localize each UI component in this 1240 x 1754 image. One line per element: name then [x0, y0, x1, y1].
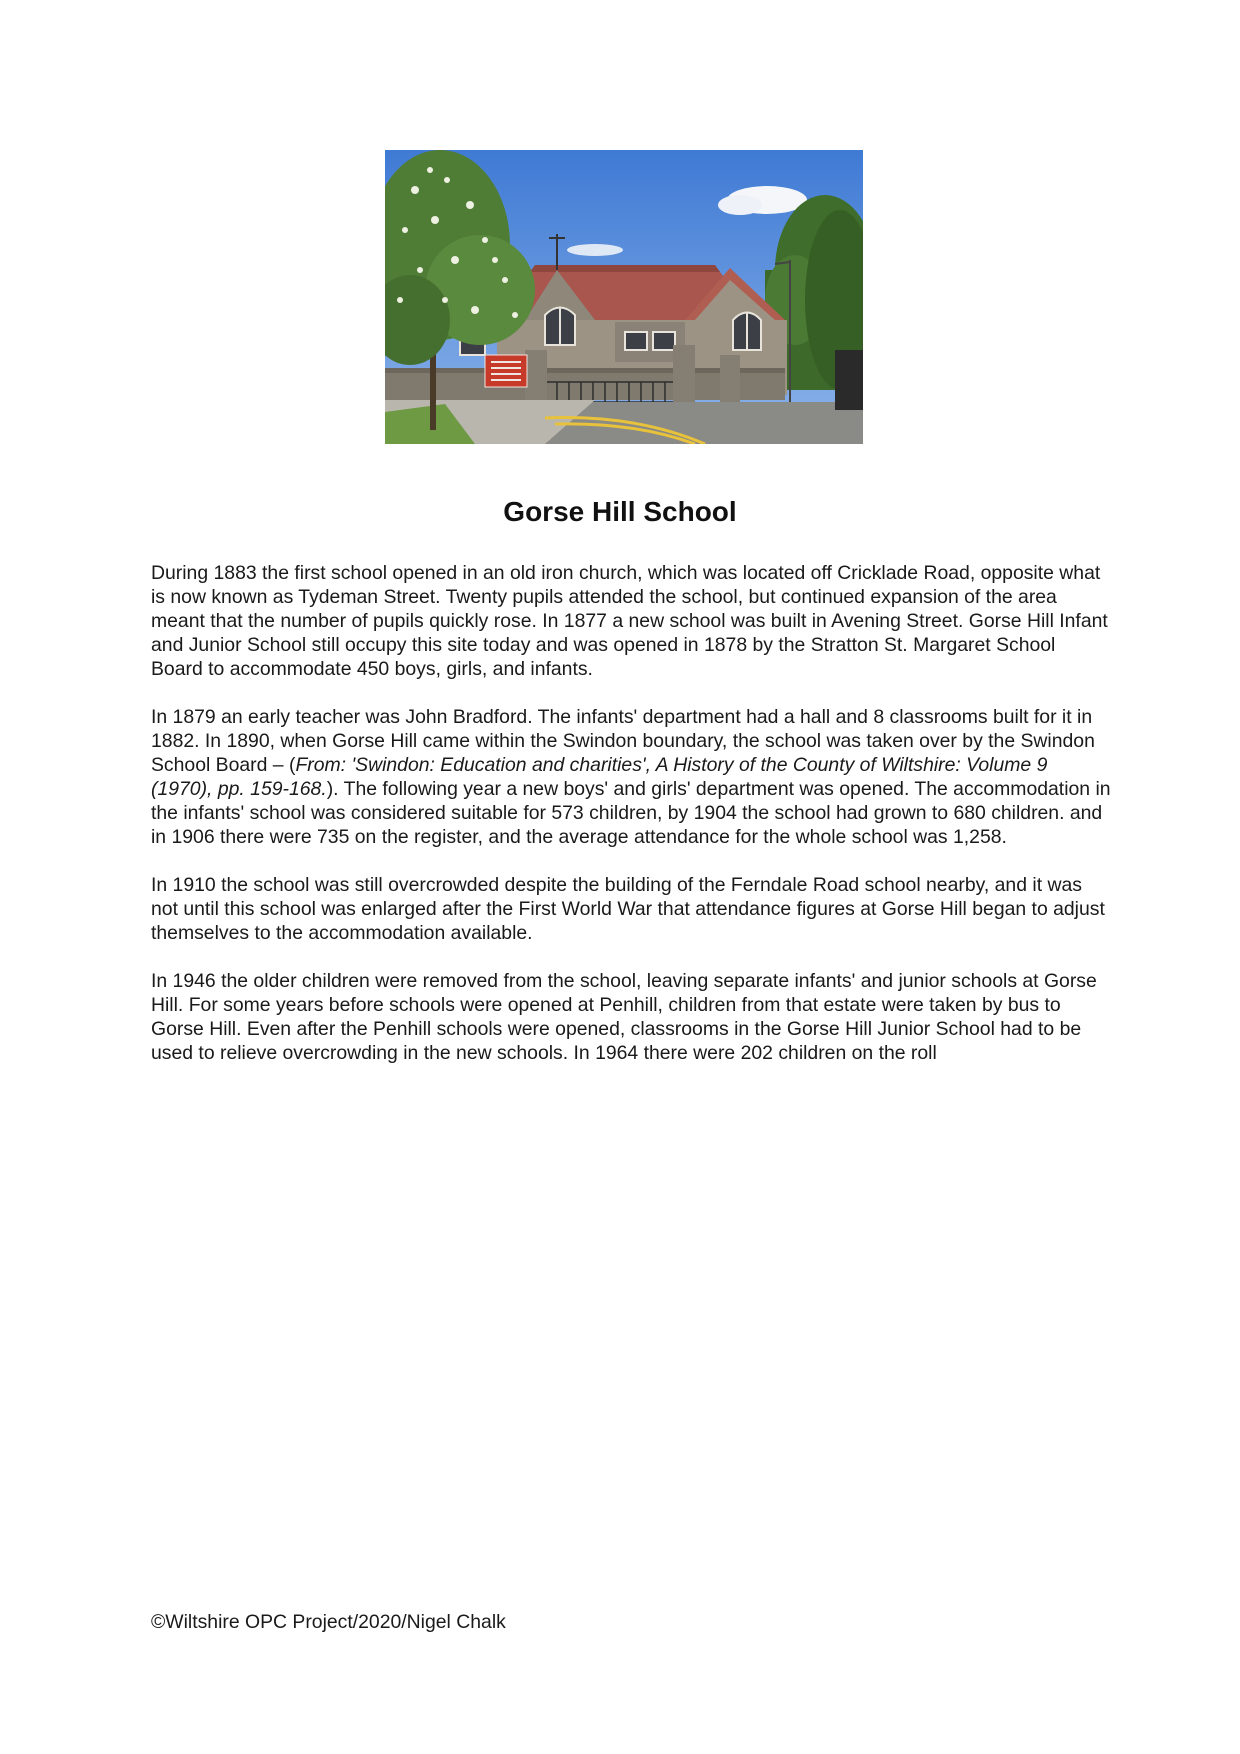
school-photo-illustration	[385, 150, 863, 444]
gate-pier	[673, 345, 695, 402]
article-body	[151, 561, 1111, 1089]
paragraph	[151, 705, 1111, 849]
paragraph	[151, 561, 1111, 681]
paragraph	[151, 969, 1111, 1065]
window	[625, 332, 647, 350]
paragraph-text: During 1883 the first school opened in an old iron church, which was located off Cricklade Road, opposite what is now known as Tydeman Street. Twenty pupils attended the school, but continued expansion of the area meant that the number of pupils quickly rose. In 1877 a new school was built in Avening Street. Gorse Hill Infant and Junior School still occupy this site today and was opened in 1878 by the Stratton St. Margaret School Board to accommodate 450 boys, girls, and infants.	[151, 562, 1108, 680]
school-sign	[485, 355, 527, 387]
cloud	[718, 195, 762, 215]
gate-pier	[720, 355, 740, 402]
paragraph-text: In 1910 the school was still overcrowded despite the building of the Ferndale Road school nearby, and it was not until this school was enlarged after the First World War that attendance figures at Gorse Hill began to adjust themselves to the accommodation available.	[151, 874, 1105, 944]
page-title: Gorse Hill School	[503, 496, 737, 527]
citation-text: From: 'Swindon: Education and charities', A History of the County of Wiltshire: Volume 9 (1970), pp. 159-168.	[151, 754, 1048, 800]
dark-hedge	[835, 350, 863, 410]
cloud	[567, 244, 623, 256]
copyright-footer: ©Wiltshire OPC Project/2020/Nigel Chalk	[151, 1611, 506, 1633]
window	[653, 332, 675, 350]
paragraph	[151, 873, 1111, 945]
gate-pier	[525, 350, 547, 402]
school-photo	[385, 150, 863, 444]
paragraph-text: In 1879 an early teacher was John Bradford. The infants' department had a hall and 8 classrooms built for it in 1882. In 1890, when Gorse Hill came within the Swindon boundary, the school was taken over by the Swindon School Board – (	[151, 706, 1095, 776]
paragraph-text: ). The following year a new boys' and girls' department was opened. The accommodation in the infants' school was considered suitable for 573 children, by 1904 the school had grown to 680 children. and in 1906 there were 735 on the register, and the average attendance for the whole school was 1,258.	[151, 778, 1111, 848]
paragraph-text: In 1946 the older children were removed from the school, leaving separate infants' and junior schools at Gorse Hill. For some years before schools were opened at Penhill, children from that estate were taken by bus to Gorse Hill. Even after the Penhill schools were opened, classrooms in the Gorse Hill Junior School had to be used to relieve overcrowding in the new schools. In 1964 there were 202 children on the roll	[151, 970, 1097, 1064]
roof-ridge	[530, 265, 720, 272]
